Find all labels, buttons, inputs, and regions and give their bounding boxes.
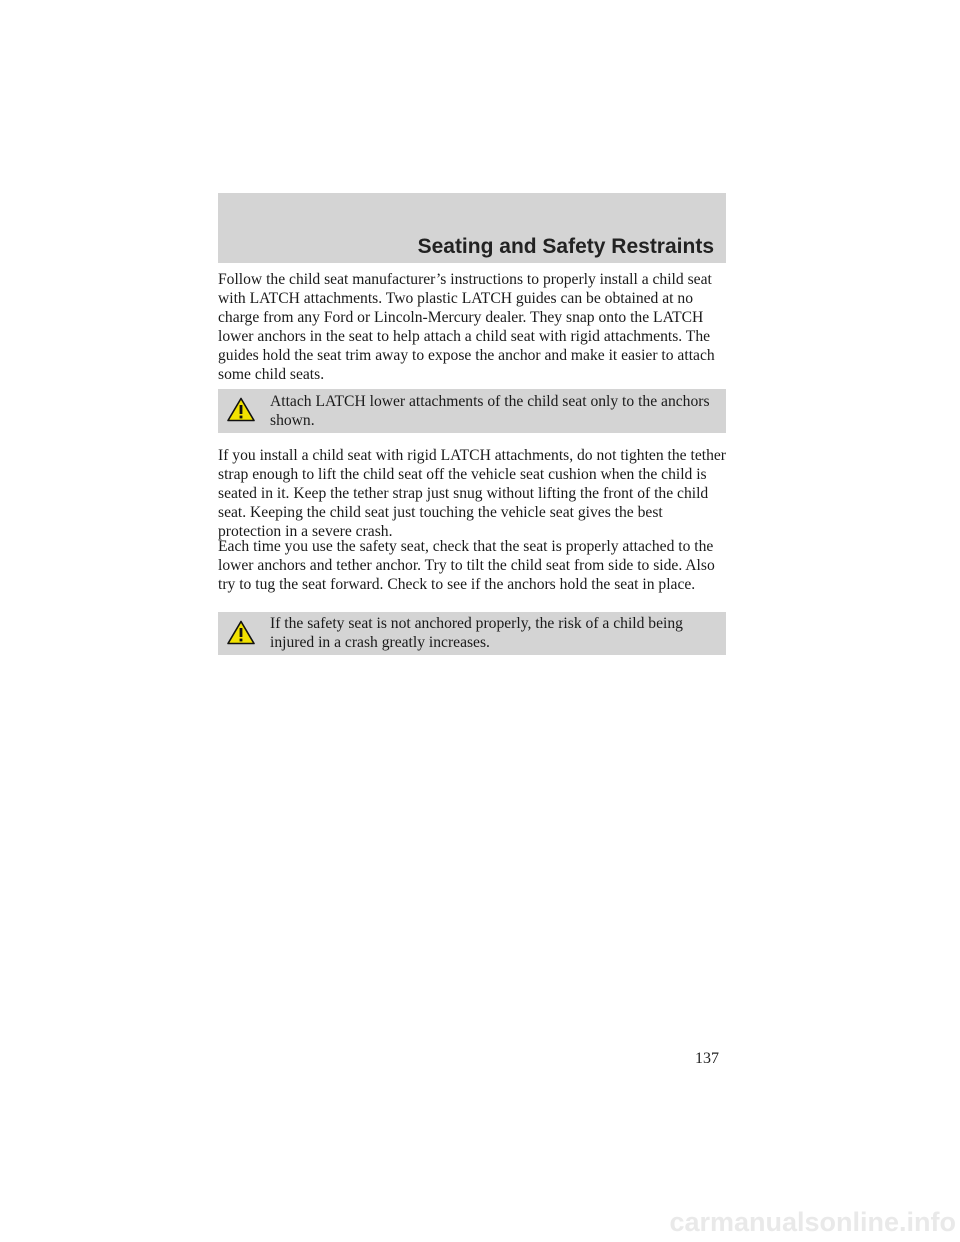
- warning-box-anchoring: [218, 612, 726, 655]
- paragraph-tether-strap: If you install a child seat with rigid LATCH attachments, do not tighten the tether strap enough to lift the child seat off the vehicle seat cushion when the child is seated in it. Keep the tether strap just snug without lifting the front of the child seat. Keeping the child seat just touching the vehicle seat gives the best protection in a severe crash.: [218, 447, 726, 540]
- paragraph-latch-install: Follow the child seat manufacturer’s instructions to properly install a child seat with LATCH attachments. Two plastic LATCH guides can be obtained at no charge from any Ford or Lincoln-Mercury dealer. They snap onto the LATCH lower anchors in the seat to help attach a child seat with rigid attachments. The guides hold the seat trim away to expose the anchor and make it easier to attach some child seats.: [218, 271, 715, 383]
- warning-box-latch: [218, 389, 726, 433]
- warning-triangle-icon: [227, 397, 255, 427]
- page-number: 137: [695, 1050, 719, 1067]
- warning-text-anchoring: If the safety seat is not anchored properly, the risk of a child being injured in a crash greatly increases.: [270, 615, 683, 651]
- paragraph-check-anchors: Each time you use the safety seat, check that the seat is properly attached to the lower anchors and tether anchor. Try to tilt the child seat from side to side. Also try to tug the seat forward. Check to see if the anchors hold the seat in place.: [218, 538, 715, 593]
- section-header-band: [218, 193, 726, 263]
- warning-text-latch: Attach LATCH lower attachments of the child seat only to the anchors shown.: [270, 393, 710, 429]
- section-title: Seating and Safety Restraints: [417, 235, 714, 258]
- warning-triangle-icon: [227, 620, 255, 650]
- watermark: carmanualsonline.info: [669, 1207, 956, 1237]
